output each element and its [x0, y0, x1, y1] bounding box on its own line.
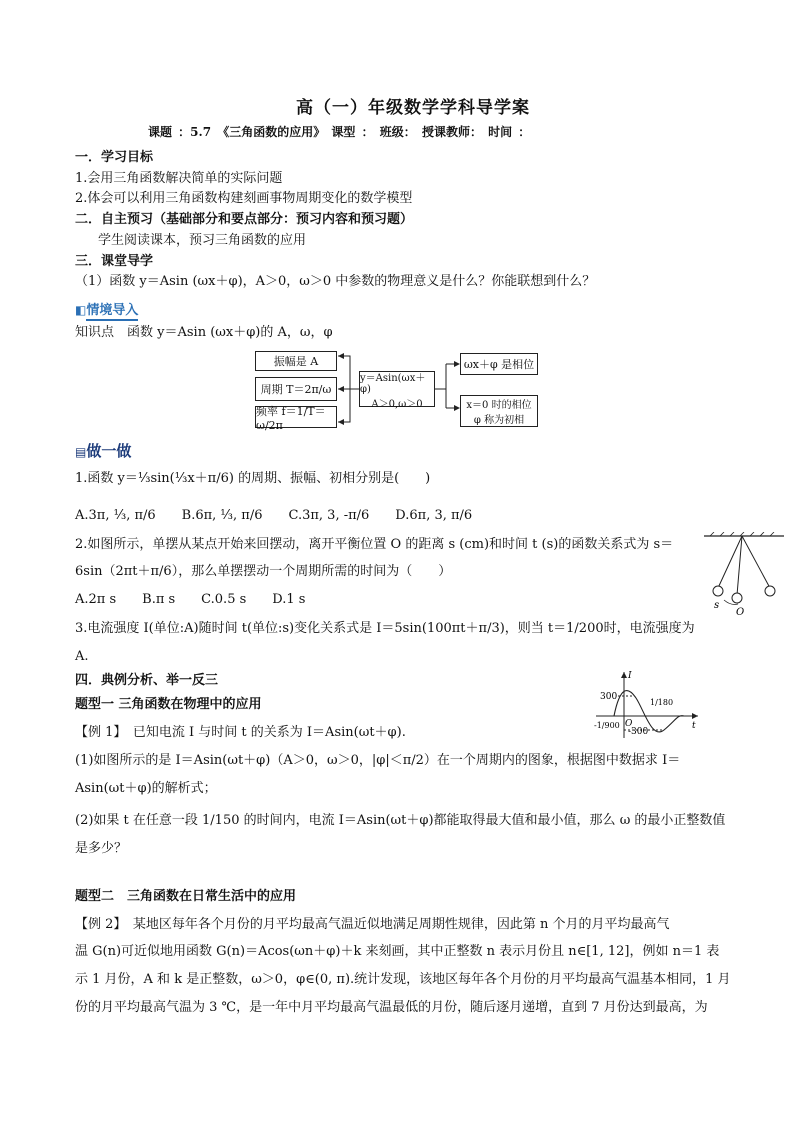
- current-graph: [592, 668, 704, 742]
- section-guide-heading: 三．课堂导学: [75, 254, 154, 269]
- initial-phase-box: [460, 395, 538, 427]
- initial-phase-line2: φ 称为初相: [473, 415, 525, 426]
- graph-origin-label: O: [625, 719, 633, 729]
- note-icon: ▤: [75, 445, 87, 459]
- intro-tag: [75, 301, 138, 320]
- frequency-box: 频率 f＝1/T＝ω/2π: [255, 406, 337, 428]
- example-2-line2: 温 G(n)可近似地用函数 G(n)＝Acos(ωn＋φ)＋k 来刻画，其中正整数 n 表示月份且 n∈[1, 12]，例如 n＝1 表: [75, 944, 720, 959]
- example-1-q2-line1: (2)如果 t 在任意一段 1/150 的时间内，电流 I＝Asin(ωt＋φ)都能取得最大值和最小值，那么 ω 的最小正整数值: [75, 813, 726, 828]
- pendulum-o-label: O: [736, 607, 745, 616]
- example-2-line3: 示 1 月份，A 和 k 是正整数，ω＞0，φ∈(0, π).统计发现，该地区每年各个月份的月平均最高气温基本相同，1 月: [75, 972, 731, 987]
- graph-t1-label: 1/180: [650, 698, 674, 707]
- practice-tag: [75, 442, 131, 462]
- practice-question-3: 3.电流强度 I(单位:A)随时间 t(单位:s)变化关系式是 I＝5sin(100πt＋π/3)，则当 t＝1/200时，电流强度为: [75, 621, 695, 636]
- section-preview-heading: 二．自主预习（基础部分和要点部分：预习内容和预习题）: [75, 212, 414, 227]
- practice-question-2-line1: 2.如图所示，单摆从某点开始来回摆动，离开平衡位置 O 的距离 s (cm)和时间 t (s)的函数关系式为 s＝: [75, 537, 674, 552]
- chat-icon: ◧: [75, 303, 87, 317]
- guide-question-1: （1）函数 y＝Asin (ωx＋φ)，A＞0，ω＞0 中参数的物理意义是什么？你能联想到什么？: [75, 274, 596, 289]
- lesson-meta: 课题 ：5.7 《三角函数的应用》 课型 ： 班级： 授课教师： 时间 ：: [148, 125, 531, 139]
- practice-options-1: A.3π, ⅓, π/6 B.6π, ⅓, π/6 C.3π, 3, -π/6 D.6π, 3, π/6: [75, 508, 473, 523]
- example-1: 【例 1】 已知电流 I 与时间 t 的关系为 I＝Asin(ωt＋φ).: [75, 725, 406, 740]
- condition-label: A＞0,ω＞0: [371, 398, 423, 410]
- type-1-heading: 题型一 三角函数在物理中的应用: [75, 697, 262, 712]
- goal-item-2: 2.体会可以利用三角函数构建刻画事物周期变化的数学模型: [75, 191, 413, 206]
- knowledge-point: 知识点 函数 y＝Asin (ωx＋φ)的 A，ω，φ: [75, 325, 333, 340]
- practice-tag-label: 做一做: [86, 442, 132, 460]
- practice-options-2: A.2π s B.π s C.0.5 s D.1 s: [75, 592, 306, 607]
- example-2-line4: 份的月平均最高气温为 3 ℃，是一年中月平均最高气温最低的月份，随后逐月递增，直到 7 月份达到最高，为: [75, 1000, 708, 1015]
- example-1-q2-line2: 是多少？: [75, 841, 128, 856]
- goal-item-1: 1.会用三角函数解决简单的实际问题: [75, 171, 283, 186]
- section-goals-heading: 一．学习目标: [75, 150, 154, 165]
- page-title: 高（一）年级数学学科导学案: [296, 98, 530, 118]
- practice-question-2-line2: 6sin（2πt＋π/6），那么单摆摆动一个周期所需的时间为（ ）: [75, 564, 452, 579]
- pendulum-figure: [700, 532, 786, 616]
- preview-text: 学生阅读课本，预习三角函数的应用: [98, 233, 307, 248]
- section-examples-heading: 四．典例分析、举一反三: [75, 673, 219, 688]
- practice-question-1: 1.函数 y＝⅓sin(⅓x＋π/6) 的周期、振幅、初相分别是( ): [75, 471, 431, 486]
- type-2-heading: 题型二 三角函数在日常生活中的应用: [75, 889, 297, 904]
- function-label: y＝Asin(ωx＋φ): [360, 372, 426, 395]
- graph-t0-label: -1/900: [594, 721, 620, 730]
- pendulum-s-label: s: [714, 600, 720, 611]
- intro-tag-label: 情境导入: [86, 303, 138, 321]
- initial-phase-line1: x＝0 时的相位: [466, 400, 532, 411]
- graph-t-label: t: [692, 721, 696, 731]
- graph-i-label: I: [628, 671, 632, 681]
- function-box: [359, 371, 435, 410]
- practice-answer-3: A.: [75, 649, 89, 664]
- example-2-line1: 【例 2】 某地区每年各个月份的月平均最高气温近似地满足周期性规律，因此第 n 个月的月平均最高气: [75, 917, 670, 932]
- amplitude-box: 振幅是 A: [255, 351, 337, 371]
- example-1-q1-line2: Asin(ωt＋φ)的解析式；: [75, 781, 217, 796]
- period-box: 周期 T＝2π/ω: [255, 377, 337, 401]
- graph-max-label: 300: [600, 692, 618, 702]
- phase-box: ωx＋φ 是相位: [460, 353, 538, 375]
- example-1-q1-line1: (1)如图所示的是 I＝Asin(ωt＋φ)（A＞0，ω＞0，|φ|＜π/2）在一个周期内的图象，根据图中数据求 I＝: [75, 753, 681, 768]
- graph-min-label: -300: [628, 727, 649, 737]
